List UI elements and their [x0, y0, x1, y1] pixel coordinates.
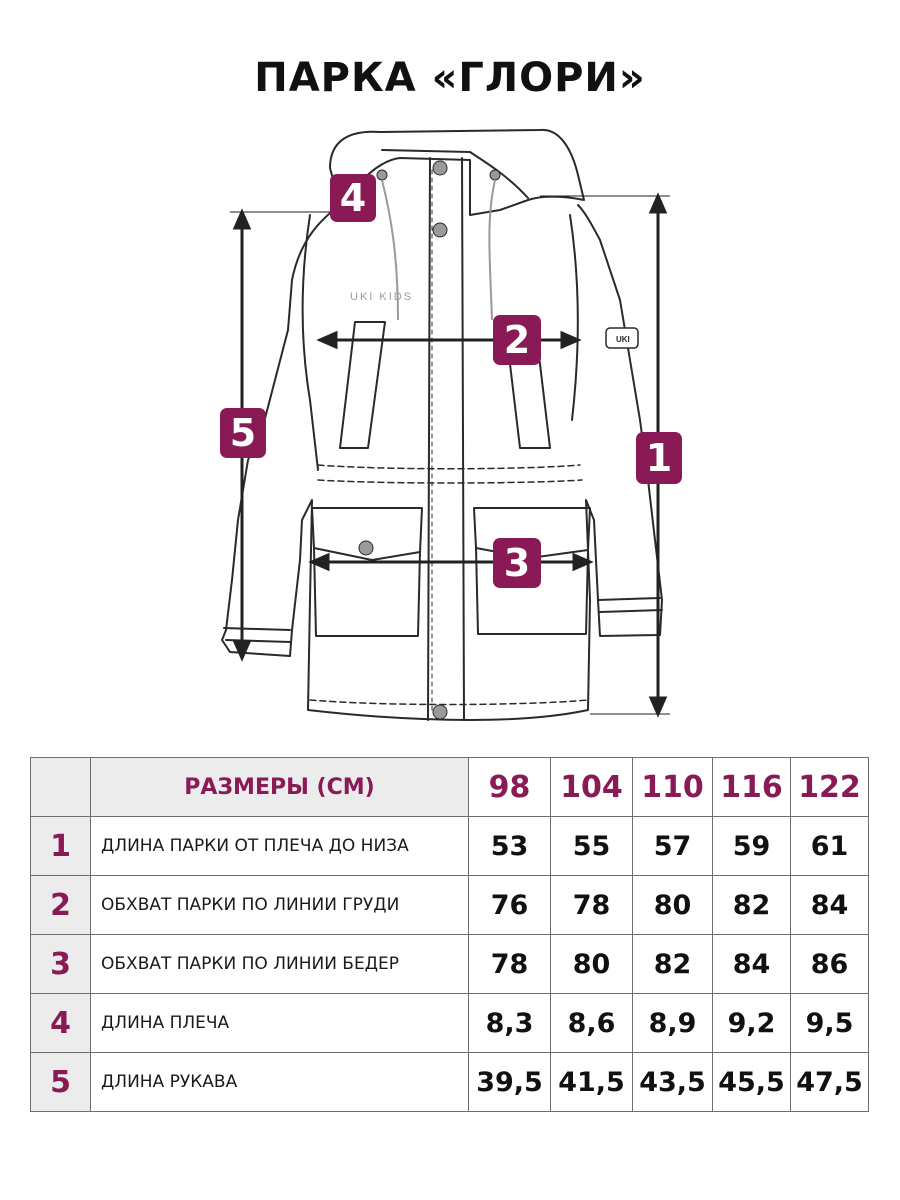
left-cuff — [224, 628, 290, 642]
row-number: 2 — [31, 876, 91, 935]
size-header: 110 — [633, 758, 713, 817]
page-title: ПАРКА «ГЛОРИ» — [254, 55, 646, 101]
table-cell: 82 — [713, 876, 791, 935]
table-cell: 43,5 — [633, 1053, 713, 1112]
size-header: 98 — [469, 758, 551, 817]
zipper-line — [428, 158, 464, 720]
row-label: ДЛИНА РУКАВА — [91, 1053, 469, 1112]
row-label: ДЛИНА ПЛЕЧА — [91, 994, 469, 1053]
table-cell: 8,9 — [633, 994, 713, 1053]
table-row — [31, 1053, 869, 1112]
table-cell: 80 — [633, 876, 713, 935]
table-row — [31, 876, 869, 935]
snap-button — [359, 541, 373, 555]
snap-button — [433, 705, 447, 719]
right-sleeve-seam — [570, 215, 578, 420]
table-cell: 59 — [713, 817, 791, 876]
hem-line — [310, 700, 588, 705]
table-row — [31, 817, 869, 876]
left-sleeve-seam — [303, 215, 319, 470]
table-cell: 8,6 — [551, 994, 633, 1053]
table-cell: 86 — [791, 935, 869, 994]
table-cell: 84 — [713, 935, 791, 994]
table-cell: 8,3 — [469, 994, 551, 1053]
table-cell: 9,2 — [713, 994, 791, 1053]
table-cell: 78 — [551, 876, 633, 935]
marker-3: 3 — [493, 538, 541, 588]
table-cell: 57 — [633, 817, 713, 876]
brand-text: UKI KIDS — [350, 291, 414, 303]
table-cell: 78 — [469, 935, 551, 994]
table-cell: 84 — [791, 876, 869, 935]
row-number: 5 — [31, 1053, 91, 1112]
row-number: 4 — [31, 994, 91, 1053]
row-label: ДЛИНА ПАРКИ ОТ ПЛЕЧА ДО НИЗА — [91, 817, 469, 876]
row-number: 1 — [31, 817, 91, 876]
marker-1: 1 — [636, 432, 682, 484]
row-label: ОБХВАТ ПАРКИ ПО ЛИНИИ БЕДЕР — [91, 935, 469, 994]
marker-2: 2 — [493, 315, 541, 365]
size-header: 122 — [791, 758, 869, 817]
marker-5: 5 — [220, 408, 266, 458]
table-cell: 47,5 — [791, 1053, 869, 1112]
waist-line — [318, 465, 582, 483]
table-cell: 55 — [551, 817, 633, 876]
marker-4: 4 — [330, 174, 376, 222]
size-header: 116 — [713, 758, 791, 817]
table-cell: 76 — [469, 876, 551, 935]
snap-button — [433, 161, 447, 175]
table-row — [31, 935, 869, 994]
patch-text: UKI — [616, 335, 630, 344]
table-row — [31, 994, 869, 1053]
table-cell: 53 — [469, 817, 551, 876]
size-header: 104 — [551, 758, 633, 817]
sizes-header-label: РАЗМЕРЫ (СМ) — [91, 758, 469, 817]
table-cell: 41,5 — [551, 1053, 633, 1112]
table-cell: 45,5 — [713, 1053, 791, 1112]
table-corner-cell — [31, 758, 91, 817]
row-label: ОБХВАТ ПАРКИ ПО ЛИНИИ ГРУДИ — [91, 876, 469, 935]
right-cuff — [598, 598, 662, 612]
size-table — [30, 757, 869, 1112]
row-number: 3 — [31, 935, 91, 994]
table-cell: 9,5 — [791, 994, 869, 1053]
table-cell: 80 — [551, 935, 633, 994]
table-cell: 39,5 — [469, 1053, 551, 1112]
table-header-row — [31, 758, 869, 817]
table-cell: 61 — [791, 817, 869, 876]
snap-button — [433, 223, 447, 237]
table-cell: 82 — [633, 935, 713, 994]
